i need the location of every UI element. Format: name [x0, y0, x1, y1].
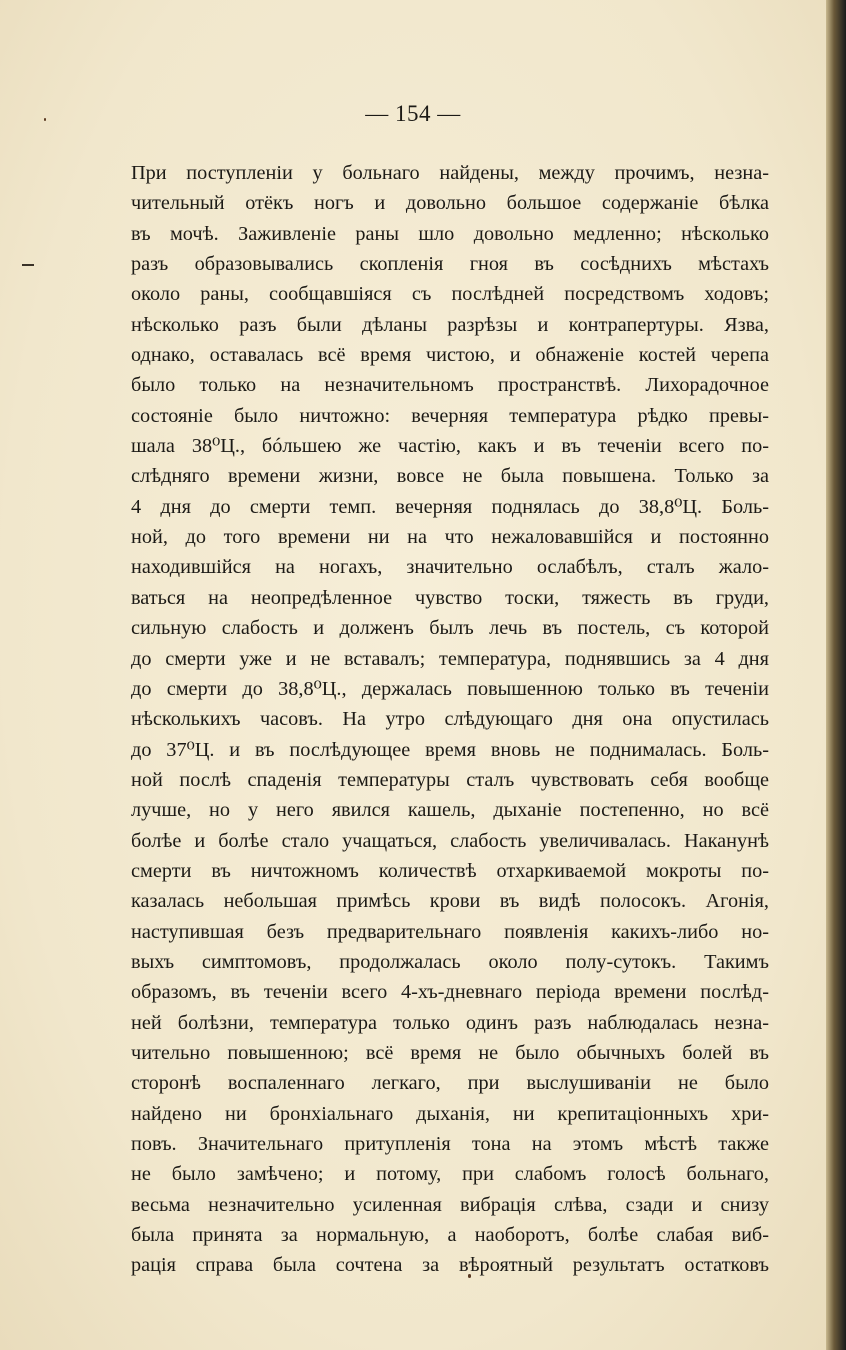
text-line: весьма незначительно усиленная вибрація слѣва, сзади и снизу — [131, 1193, 769, 1216]
text-line: до смерти уже и не вставалъ; температура, поднявшись за 4 дня — [131, 647, 769, 670]
text-line: найдено ни бронхіальнаго дыханія, ни крепитаціонныхъ хри- — [131, 1102, 769, 1125]
body-text — [131, 158, 769, 1281]
text-line: сильную слабость и долженъ былъ лечь въ постель, съ которой — [131, 617, 769, 640]
text-line: нѣсколько разъ были дѣланы разрѣзы и контрапертуры. Язва, — [131, 313, 769, 336]
text-line: до 37⁰Ц. и въ послѣдующее время вновь не поднималась. Боль- — [131, 738, 769, 761]
text-line: смерти въ ничтожномъ количествѣ отхаркиваемой мокроты по- — [131, 859, 769, 882]
text-line: было только на незначительномъ пространствѣ. Лихорадочное — [131, 374, 769, 397]
text-line: однако, оставалась всё время чистою, и обнаженіе костей черепа — [131, 344, 769, 367]
text-line: болѣе и болѣе стало учащаться, слабость увеличивалась. Наканунѣ — [131, 829, 769, 852]
text-line: При поступленіи у больнаго найдены, между прочимъ, незна- — [131, 162, 769, 184]
text-line: находившійся на ногахъ, значительно ослабѣлъ, сталъ жало- — [131, 556, 769, 579]
text-line: чительно повышенною; всё время не было обычныхъ болей въ — [131, 1041, 769, 1064]
text-line: сторонѣ воспаленнаго легкаго, при выслушиваніи не было — [131, 1072, 769, 1095]
text-line: казалась небольшая примѣсь крови въ видѣ полосокъ. Агонія, — [131, 890, 769, 913]
text-line: состояніе было ничтожно: вечерняя температура рѣдко превы- — [131, 404, 769, 427]
text-line: до смерти до 38,8⁰Ц., держалась повышенною только въ теченіи — [131, 677, 769, 700]
text-line: выхъ симптомовъ, продолжалась около полу-сутокъ. Такимъ — [131, 950, 769, 973]
text-line: около раны, сообщавшіяся съ послѣдней посредствомъ ходовъ; — [131, 283, 769, 306]
text-line: рація справа была сочтена за вѣроятный результатъ остатковъ — [131, 1254, 769, 1277]
text-line: была принята за нормальную, а наоборотъ, болѣе слабая виб- — [131, 1224, 769, 1247]
text-line: ной, до того времени ни на что нежаловавшійся и постоянно — [131, 526, 769, 549]
text-line: ваться на неопредѣленное чувство тоски, тяжесть въ груди, — [131, 586, 769, 609]
text-line: слѣдняго времени жизни, вовсе не была повышена. Только за — [131, 465, 769, 488]
text-line: повъ. Значительнаго притупленія тона на этомъ мѣстѣ также — [131, 1133, 769, 1155]
text-line: не было замѣчено; и потому, при слабомъ голосѣ больнаго, — [131, 1163, 769, 1186]
text-line: разъ образовывались скопленія гноя въ сосѣднихъ мѣстахъ — [131, 253, 769, 276]
text-line: чительный отёкъ ногъ и довольно большое содержаніе бѣлка — [131, 192, 769, 215]
page-edge — [826, 0, 846, 1350]
text-line: нѣсколькихъ часовъ. На утро слѣдующаго дня она опустилась — [131, 708, 769, 731]
text-line: лучше, но у него явился кашель, дыханіе постепенно, но всё — [131, 799, 769, 822]
text-line: ней болѣзни, температура только одинъ разъ наблюдалась незна- — [131, 1011, 769, 1034]
text-line: наступившая безъ предварительнаго появленія какихъ-либо но- — [131, 920, 769, 943]
text-line: шала 38⁰Ц., бóльшею же частію, какъ и въ теченіи всего по- — [131, 435, 769, 458]
text-line: образомъ, въ теченіи всего 4-хъ-дневнаго періода времени послѣд- — [131, 981, 769, 1004]
margin-mark — [22, 264, 34, 266]
text-line: въ мочѣ. Заживленіе раны шло довольно медленно; нѣсколько — [131, 222, 769, 245]
text-line: 4 дня до смерти темп. вечерняя поднялась до 38,8⁰Ц. Боль- — [131, 495, 769, 518]
text-line: ной послѣ спаденія температуры сталъ чувствовать себя вообще — [131, 768, 769, 791]
page-number-header: — 154 — — [365, 101, 461, 126]
